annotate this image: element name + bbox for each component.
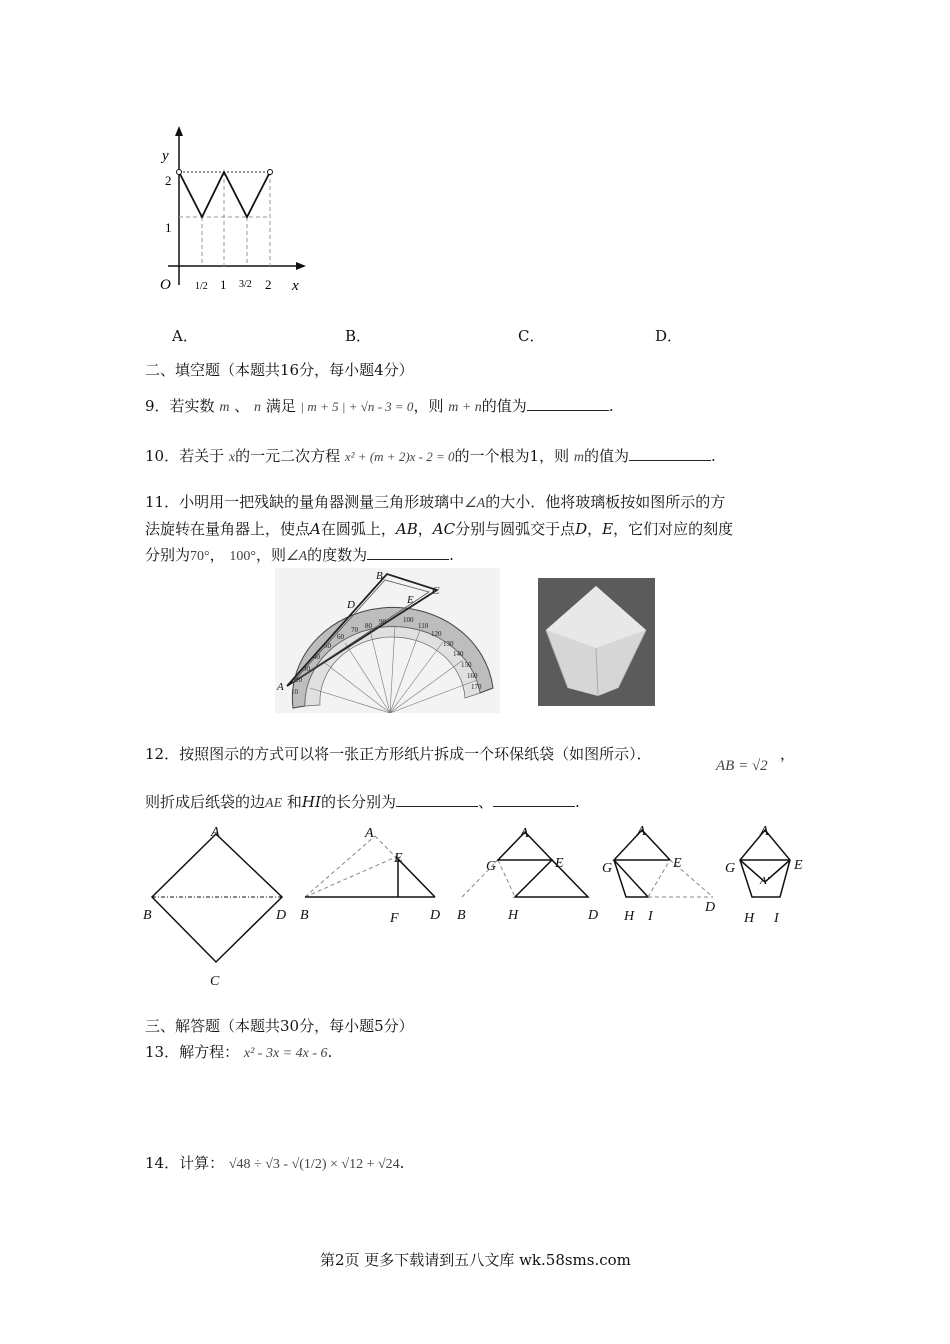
question-11-line2: 法旋转在量角器上，使点A在圆弧上，AB，AC分别与圆弧交于点D，E，它们对应的刻度 xyxy=(145,520,734,538)
q12-answer-blank-1[interactable] xyxy=(396,792,478,807)
fig2-label-e: E xyxy=(394,851,403,866)
q9-then: ，则 xyxy=(413,397,444,415)
q9-satisfy: 满足 xyxy=(265,397,296,415)
q12-sep: 、 xyxy=(477,793,493,811)
fig5-label-g: G xyxy=(725,861,736,876)
protractor-scale-120: 120 xyxy=(431,630,442,638)
protractor-label-e: E xyxy=(407,594,414,606)
y-axis-label: y xyxy=(162,148,169,164)
fig5-label-a-prime: A' xyxy=(760,875,770,887)
section2-heading: 二、填空题（本题共16分，每小题4分） xyxy=(145,361,414,379)
protractor-scale-80: 80 xyxy=(365,622,372,630)
q10-m: m xyxy=(573,450,584,465)
fig1-label-b: B xyxy=(143,908,152,923)
protractor-scale-10: 10 xyxy=(291,688,298,696)
q11-line3-c: 的度数为 xyxy=(307,546,368,564)
protractor-scale-170: 170 xyxy=(471,683,482,691)
q11-answer-blank[interactable] xyxy=(367,545,449,560)
option-d: D． xyxy=(655,327,683,345)
fig4-label-h: H xyxy=(624,909,635,924)
section3-heading: 三、解答题（本题共30分，每小题5分） xyxy=(145,1017,414,1035)
fig5-label-i: I xyxy=(774,911,779,926)
q12-end: . xyxy=(574,793,580,811)
q9-expr: m + n xyxy=(448,400,482,415)
q11-line2-d: ，它们对应的刻度 xyxy=(613,520,734,538)
fig3-label-g: G xyxy=(486,859,497,874)
q11-angle-a-2: ∠A xyxy=(286,549,308,564)
q14-label: 14．计算： xyxy=(145,1154,225,1172)
q11-angle-a: ∠A xyxy=(464,496,486,511)
function-graph xyxy=(150,120,320,305)
fig2-label-f: F xyxy=(390,911,399,926)
glass-photo xyxy=(538,578,655,706)
question-13 xyxy=(145,1042,332,1064)
page-footer: 第2页 更多下载请到五八文库 wk.58sms.com xyxy=(320,1251,631,1269)
fig1-label-d: D xyxy=(276,908,287,923)
q11-line3-a: 分别为 xyxy=(145,546,191,564)
question-11-line1 xyxy=(145,492,725,514)
q9-condition: | m + 5 | + √n - 3 = 0 xyxy=(300,399,414,414)
fig4-label-d: D xyxy=(705,900,716,915)
question-12-line1: 12．按照图示的方式可以将一张正方形纸片拆成一个环保纸袋（如图所示）． xyxy=(145,745,652,763)
option-a: A． xyxy=(172,327,198,345)
q13-label: 13．解方程： xyxy=(145,1043,240,1061)
x-tick-3half: 3/2 xyxy=(239,279,252,290)
fig5-label-e: E xyxy=(794,858,803,873)
q10-text2: 的一个根为1，则 xyxy=(454,447,570,465)
q12-condition xyxy=(716,755,768,775)
q12-line2-b: 的长分别为 xyxy=(320,793,396,811)
y-tick-2: 2 xyxy=(165,173,172,188)
q12-ae: AE xyxy=(265,796,283,811)
q11-deg70: 70° xyxy=(190,549,210,564)
q10-text1: 的一元二次方程 xyxy=(235,447,341,465)
fig5-label-a: A xyxy=(760,824,769,839)
q9-num: 9．若实数 xyxy=(145,397,215,415)
q9-m: m xyxy=(219,400,230,415)
fig3-label-b: B xyxy=(457,908,466,923)
q9-sep: 、 xyxy=(234,397,250,415)
question-10 xyxy=(145,446,716,468)
protractor-scale-160: 160 xyxy=(467,672,478,680)
fig4-label-e: E xyxy=(673,856,682,871)
question-9 xyxy=(145,396,614,418)
q11-point-d: D xyxy=(575,520,588,538)
protractor-scale-130: 130 xyxy=(443,640,454,648)
q10-x: x xyxy=(228,450,236,465)
protractor-label-a: A xyxy=(277,681,284,693)
q13-equation: x² - 3x = 4x - 6 xyxy=(243,1046,328,1061)
x-tick-half: 1/2 xyxy=(195,281,208,292)
fig1-label-a: A xyxy=(211,825,220,840)
q11-line1-a: 11．小明用一把残缺的量角器测量三角形玻璃中 xyxy=(145,493,465,511)
q10-num: 10．若关于 xyxy=(145,447,225,465)
q10-equation: x² + (m + 2)x - 2 = 0 xyxy=(344,449,455,464)
fig5-label-h: H xyxy=(744,911,755,926)
fig4-label-a: A xyxy=(637,824,646,839)
question-11-line3: 分别为70°， 100°，则∠A的度数为 . xyxy=(145,546,454,564)
protractor-label-b: B xyxy=(376,570,383,582)
fig3-label-d: D xyxy=(588,908,599,923)
q11-point-a: A xyxy=(310,520,321,538)
q12-hi: HI xyxy=(301,793,321,811)
q12-answer-blank-2[interactable] xyxy=(493,792,575,807)
fig4-label-i: I xyxy=(648,909,653,924)
question-12-line2 xyxy=(145,792,580,814)
q11-line3-b: ，则 xyxy=(256,546,287,564)
protractor-scale-50: 50 xyxy=(324,642,331,650)
q9-n: n xyxy=(254,400,262,415)
q11-ac: AC xyxy=(432,520,456,538)
q13-end: . xyxy=(327,1043,333,1061)
protractor-scale-30: 30 xyxy=(303,665,310,673)
folding-diagrams xyxy=(140,822,820,992)
protractor-scale-140: 140 xyxy=(453,650,464,658)
protractor-label-c: C xyxy=(432,585,440,597)
q11-ab: AB xyxy=(395,520,418,538)
q11-line2-b: 在圆弧上， xyxy=(320,520,396,538)
q11-end: . xyxy=(449,546,454,564)
q12-cond: AB = √2 xyxy=(716,758,768,774)
origin-label: O xyxy=(160,277,171,293)
option-b: B． xyxy=(345,327,372,345)
q10-answer-blank[interactable] xyxy=(629,446,711,461)
fig1-label-c: C xyxy=(210,974,220,989)
protractor-label-d: D xyxy=(347,599,355,611)
protractor-scale-40: 40 xyxy=(313,653,320,661)
fig2-label-b: B xyxy=(300,908,309,923)
q12-line2-a: 则折成后纸袋的边 xyxy=(145,793,266,811)
q12-comma: ， xyxy=(780,745,796,763)
fig4-label-g: G xyxy=(602,861,613,876)
protractor-scale-90: 90 xyxy=(379,618,386,626)
q14-expression: √48 ÷ √3 - √(1/2) × √12 + √24 xyxy=(228,1157,400,1172)
fig3-label-e: E xyxy=(555,856,564,871)
q11-point-e: E xyxy=(602,520,614,538)
q11-deg100: 100° xyxy=(229,549,257,564)
question-14 xyxy=(145,1153,404,1175)
q10-text3: 的值为 xyxy=(583,447,629,465)
protractor-scale-60: 60 xyxy=(337,633,344,641)
fig2-label-d: D xyxy=(430,908,441,923)
q11-line2-a: 法旋转在量角器上，使点 xyxy=(145,520,311,538)
fig3-label-h: H xyxy=(508,908,519,923)
protractor-scale-150: 150 xyxy=(461,661,472,669)
protractor-scale-20: 20 xyxy=(295,676,302,684)
q11-comma: ， xyxy=(417,520,433,538)
q9-end: . xyxy=(608,397,614,415)
protractor-scale-70: 70 xyxy=(351,626,358,634)
q9-tail: 的值为 xyxy=(481,397,527,415)
x-tick-1: 1 xyxy=(220,277,227,292)
protractor-scale-100: 100 xyxy=(403,616,414,624)
q9-answer-blank[interactable] xyxy=(527,396,609,411)
option-c: C． xyxy=(518,327,545,345)
x-axis-label: x xyxy=(292,278,299,294)
q10-end: . xyxy=(711,447,716,465)
x-tick-2: 2 xyxy=(265,277,272,292)
q11-line2-c: 分别与圆弧交于点 xyxy=(455,520,576,538)
protractor-figure xyxy=(275,568,500,713)
y-tick-1: 1 xyxy=(165,220,172,235)
q11-line1-b: 的大小．他将玻璃板按如图所示的方 xyxy=(485,493,726,511)
protractor-scale-110: 110 xyxy=(418,622,429,630)
q14-end: . xyxy=(399,1154,405,1172)
fig2-label-a: A xyxy=(365,826,374,841)
fig3-label-a: A xyxy=(520,826,529,841)
q12-and: 和 xyxy=(286,793,302,811)
